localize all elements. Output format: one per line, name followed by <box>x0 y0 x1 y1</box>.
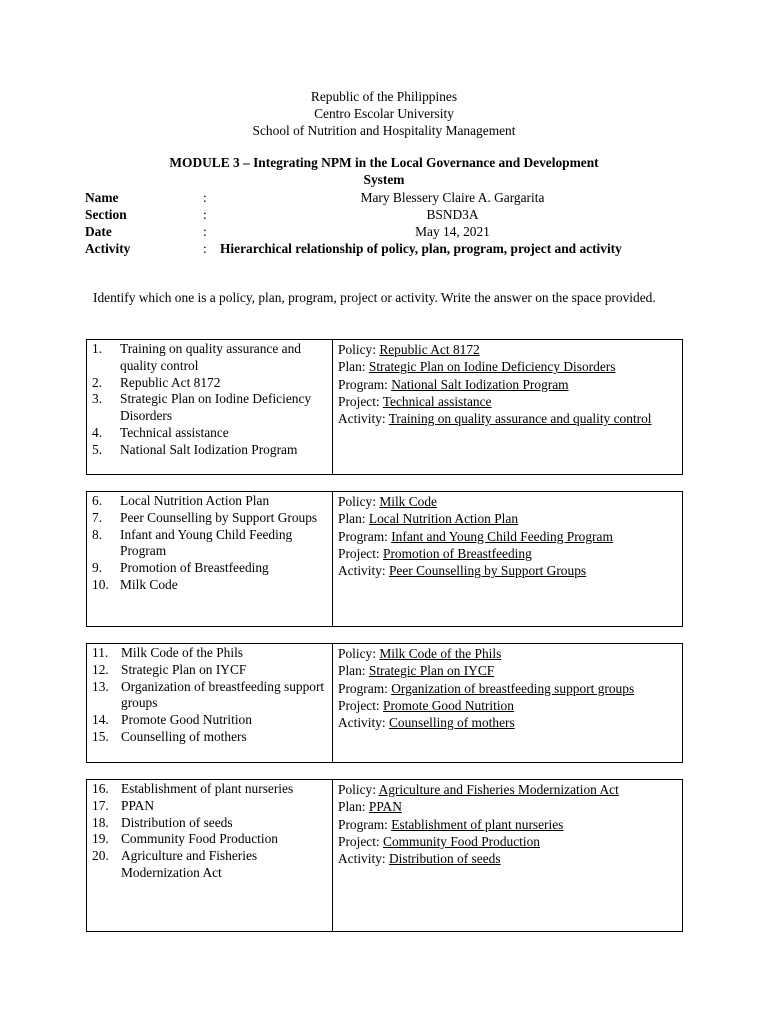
list-item: 9. Promotion of Breastfeeding <box>92 560 269 576</box>
header-university: Centro Escolar University <box>314 106 454 121</box>
list-item: 5. National Salt Iodization Program <box>92 441 298 457</box>
list-item: 1. Training on quality assurance and quality control <box>92 341 301 373</box>
section-label: Section <box>85 207 127 222</box>
section-value: BSND3A <box>426 207 479 222</box>
date-colon: : <box>203 224 207 239</box>
list-item: 8. Infant and Young Child Feeding Program <box>92 526 293 559</box>
header-school: School of Nutrition and Hospitality Management <box>252 123 516 138</box>
item-list <box>91 645 327 746</box>
name-value: Mary Blessery Claire A. Gargarita <box>360 190 545 205</box>
header-country: Republic of the Philippines <box>310 89 458 104</box>
program-answer: Program: Infant and Young Child Feeding Program <box>338 528 613 544</box>
plan-answer: Plan: PPAN <box>338 799 402 815</box>
plan-answer: Plan: Local Nutrition Action Plan <box>338 511 519 527</box>
project-answer: Project: Promotion of Breastfeeding <box>338 545 532 561</box>
item-list <box>91 781 327 882</box>
list-item: 2. Republic Act 8172 <box>92 374 221 390</box>
activity-label: Activity <box>85 241 131 256</box>
activity-answer: Activity: Training on quality assurance and quality control <box>338 411 652 427</box>
program-answer: Program: Organization of breastfeeding support groups <box>338 680 635 696</box>
list-item: 12. Strategic Plan on IYCF <box>92 661 247 677</box>
column-divider <box>332 780 333 931</box>
list-item: 14. Promote Good Nutrition <box>92 712 252 728</box>
question-table-1 <box>86 339 683 475</box>
project-answer: Project: Promote Good Nutrition <box>338 697 514 713</box>
list-item: 4. Technical assistance <box>92 424 229 440</box>
list-item: 10. Milk Code <box>92 576 178 592</box>
date-label: Date <box>85 224 112 239</box>
date-value: May 14, 2021 <box>415 224 490 239</box>
activity-answer: Activity: Counselling of mothers <box>338 715 515 731</box>
answer-cell <box>338 781 678 867</box>
activity-colon: : <box>203 241 207 256</box>
question-table-3 <box>86 643 683 763</box>
list-item: 6. Local Nutrition Action Plan <box>92 493 270 508</box>
document-header <box>0 88 768 139</box>
column-divider <box>332 492 333 626</box>
list-item: 3. Strategic Plan on Iodine Deficiency Disorders <box>92 391 312 424</box>
project-answer: Project: Technical assistance <box>338 393 492 409</box>
name-colon: : <box>203 190 207 205</box>
policy-answer: Policy: Agriculture and Fisheries Modernization Act <box>338 782 619 797</box>
activity-answer: Activity: Distribution of seeds <box>338 851 501 867</box>
list-item: 15. Counselling of mothers <box>92 728 247 744</box>
policy-answer: Policy: Milk Code <box>338 494 437 509</box>
list-item: 19. Community Food Production <box>92 831 278 847</box>
policy-answer: Policy: Milk Code of the Phils <box>338 646 502 661</box>
question-table-2 <box>86 491 683 627</box>
column-divider <box>332 644 333 762</box>
list-item: 13. Organization of breastfeeding support groups <box>92 678 325 711</box>
project-answer: Project: Community Food Production <box>338 833 540 849</box>
activity-answer: Activity: Peer Counselling by Support Groups <box>338 563 587 579</box>
question-table-4 <box>86 779 683 932</box>
list-item: 18. Distribution of seeds <box>92 814 233 830</box>
list-item: 7. Peer Counselling by Support Groups <box>92 509 318 525</box>
instructions: Identify which one is a policy, plan, program, project or activity. Write the answer on the space provided. <box>93 290 656 305</box>
name-label: Name <box>85 190 119 205</box>
plan-answer: Plan: Strategic Plan on Iodine Deficiency Disorders <box>338 359 616 375</box>
list-item: 20. Agriculture and Fisheries Modernization Act <box>92 848 258 880</box>
answer-cell <box>338 493 678 579</box>
item-list <box>91 341 327 459</box>
answer-cell <box>338 341 678 427</box>
column-divider <box>332 340 333 474</box>
section-colon: : <box>203 207 207 222</box>
program-answer: Program: National Salt Iodization Program <box>338 376 569 392</box>
plan-answer: Plan: Strategic Plan on IYCF <box>338 663 495 679</box>
list-item: 11. Milk Code of the Phils <box>92 645 244 660</box>
answer-cell <box>338 645 678 731</box>
policy-answer: Policy: Republic Act 8172 <box>338 342 480 357</box>
activity-value: Hierarchical relationship of policy, plan, program, project and activity <box>220 241 622 256</box>
item-list <box>91 493 327 594</box>
program-answer: Program: Establishment of plant nurseries <box>338 816 564 832</box>
list-item: 16. Establishment of plant nurseries <box>92 781 294 796</box>
list-item: 17. PPAN <box>92 797 155 813</box>
module-title: MODULE 3 – Integrating NPM in the Local Governance and Development System <box>169 155 599 187</box>
